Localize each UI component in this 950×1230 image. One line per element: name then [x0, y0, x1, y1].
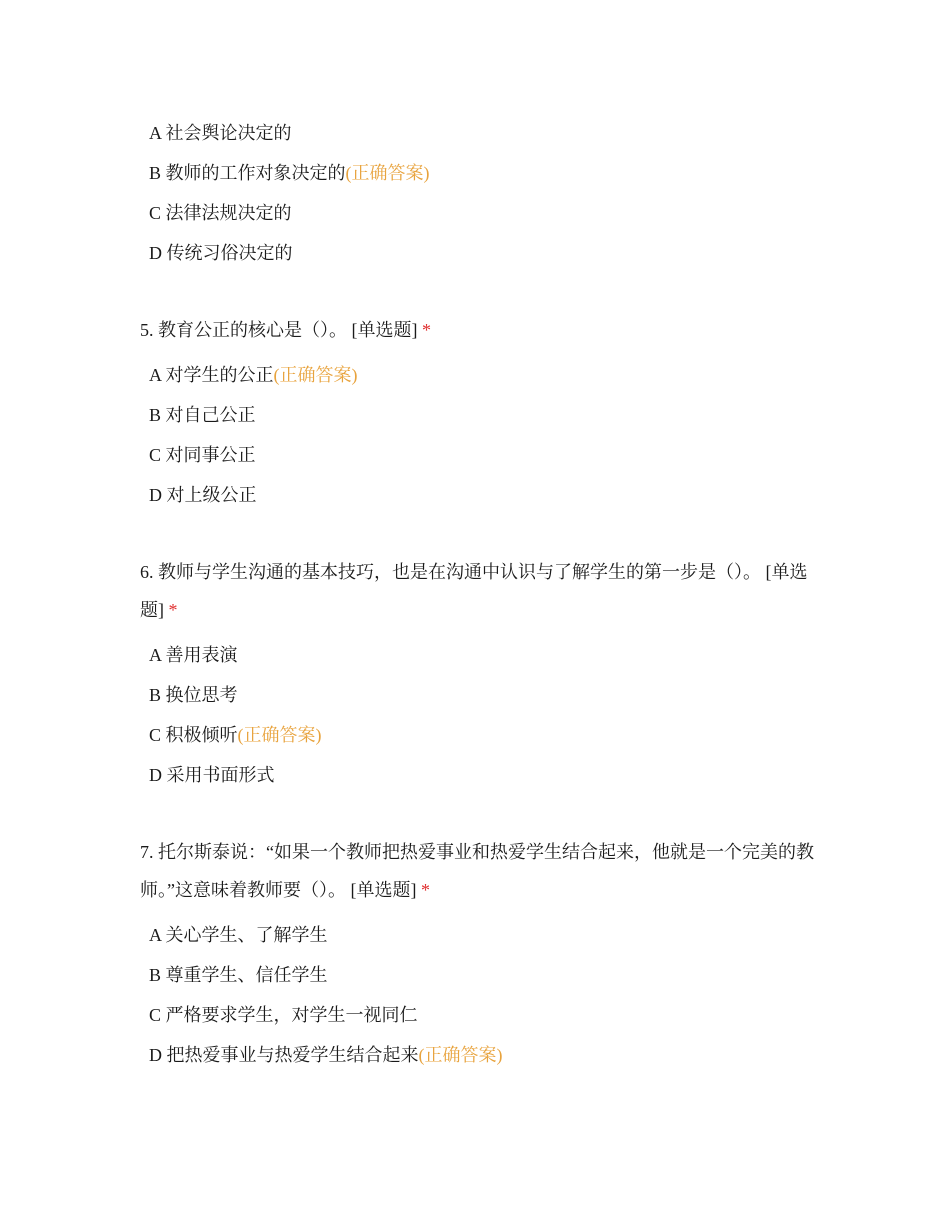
option-text: C 对同事公正: [149, 445, 256, 465]
option-text: A 关心学生、了解学生: [149, 925, 328, 945]
option-d[interactable]: [149, 483, 257, 507]
correct-answer-marker: (正确答案): [345, 163, 430, 183]
option-c[interactable]: [149, 201, 292, 225]
option-text: B 对自己公正: [149, 405, 256, 425]
required-star: *: [168, 600, 178, 620]
option-a[interactable]: [149, 643, 238, 667]
option-text: A 善用表演: [149, 645, 238, 665]
question-6-title: [140, 553, 820, 629]
option-text: C 积极倾听: [149, 725, 238, 745]
option-d[interactable]: [149, 763, 275, 787]
question-5-title: [140, 311, 820, 349]
option-d[interactable]: [149, 1043, 503, 1067]
option-c[interactable]: [149, 1003, 418, 1027]
option-a[interactable]: [149, 121, 292, 145]
option-c[interactable]: [149, 723, 322, 747]
option-b[interactable]: [149, 161, 430, 185]
option-b[interactable]: [149, 403, 256, 427]
option-text: C 法律法规决定的: [149, 203, 292, 223]
option-b[interactable]: [149, 683, 238, 707]
option-c[interactable]: [149, 443, 256, 467]
required-star: *: [422, 320, 431, 340]
option-text: D 采用书面形式: [149, 765, 275, 785]
option-text: A 社会舆论决定的: [149, 123, 292, 143]
question-text: 7. 托尔斯泰说：“如果一个教师把热爱事业和热爱学生结合起来，他就是一个完美的教师。”这意味着教师要（）。: [140, 842, 814, 900]
correct-answer-marker: (正确答案): [273, 365, 358, 385]
option-text: D 对上级公正: [149, 485, 257, 505]
option-text: D 把热爱事业与热爱学生结合起来: [149, 1045, 419, 1065]
question-type: [单选题]: [350, 880, 417, 900]
option-text: B 换位思考: [149, 685, 238, 705]
option-text: B 教师的工作对象决定的: [149, 163, 346, 183]
correct-answer-marker: (正确答案): [418, 1045, 503, 1065]
option-text: D 传统习俗决定的: [149, 243, 293, 263]
option-b[interactable]: [149, 963, 328, 987]
question-type: [单选题]: [140, 562, 808, 620]
question-type: [单选题]: [351, 320, 418, 340]
question-text: 5. 教育公正的核心是（）。: [140, 320, 347, 340]
option-text: A 对学生的公正: [149, 365, 274, 385]
question-text: 6. 教师与学生沟通的基本技巧，也是在沟通中认识与了解学生的第一步是（）。: [140, 562, 761, 582]
required-star: *: [421, 880, 430, 900]
option-text: C 严格要求学生，对学生一视同仁: [149, 1005, 418, 1025]
question-7-title: [140, 833, 820, 909]
option-a[interactable]: [149, 363, 358, 387]
option-d[interactable]: [149, 241, 293, 265]
option-a[interactable]: [149, 923, 328, 947]
correct-answer-marker: (正确答案): [237, 725, 322, 745]
option-text: B 尊重学生、信任学生: [149, 965, 328, 985]
